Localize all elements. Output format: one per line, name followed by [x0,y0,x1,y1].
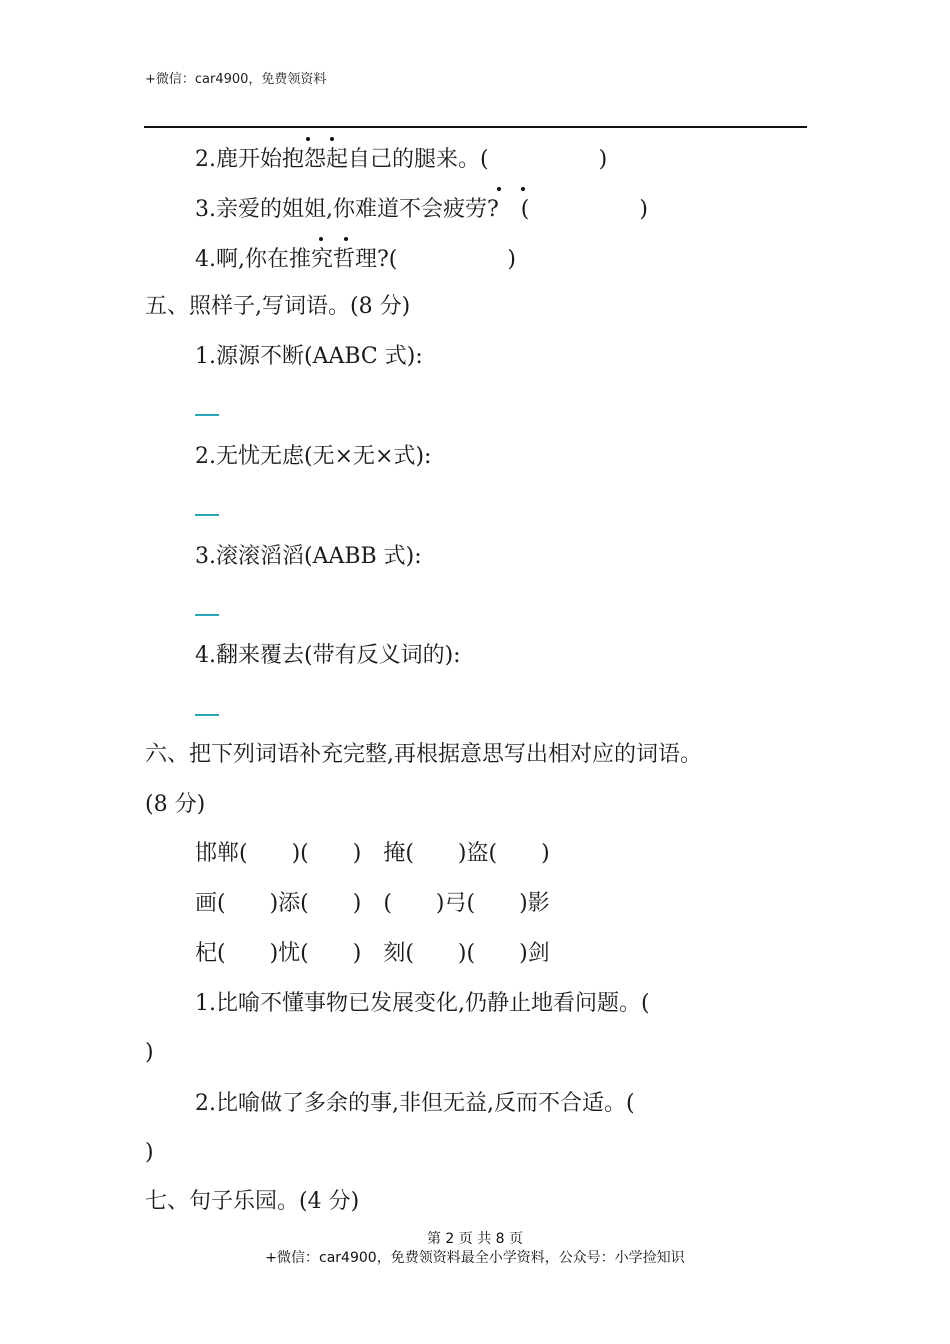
emphasis-dot [306,137,310,141]
question-4-4: 4.啊,你在推究哲理?( ) [195,247,516,272]
question-4-2: 2.鹿开始抱怨起自己的腿来。( ) [195,147,608,172]
section-6-title: 六、把下列词语补充完整,再根据意思写出相对应的词语。 [145,742,702,767]
question-6-1: 1.比喻不懂事物已发展变化,仍静止地看问题。( [195,991,650,1016]
answer-blank [195,614,219,616]
emphasis-dot [497,187,501,191]
question-6-1-close: ) [145,1040,154,1065]
idiom-row-2: 画( )添( ) ( )弓( )影 [195,891,550,916]
question-6-2-close: ) [145,1140,154,1165]
question-5-3: 3.滚滚滔滔(AABB 式): [195,544,422,569]
answer-blank [195,514,219,516]
emphasis-dot [521,187,525,191]
question-5-1: 1.源源不断(AABC 式): [195,344,423,369]
answer-blank [195,414,219,416]
section-7-title: 七、句子乐园。(4 分) [145,1189,360,1214]
emphasis-dot [344,237,348,241]
idiom-row-3: 杞( )忧( ) 刻( )( )剑 [195,941,550,966]
emphasis-dot [319,237,323,241]
section-5-title: 五、照样子,写词语。(8 分) [145,294,411,319]
section-6-score: (8 分) [145,792,206,817]
footer-watermark-note: +微信：car4900，免费领资料最全小学资料，公众号：小学捡知识 [265,1250,685,1266]
question-5-4: 4.翻来覆去(带有反义词的): [195,643,461,668]
header-watermark-note: +微信：car4900，免费领资料 [145,72,327,87]
emphasis-dot [330,137,334,141]
question-5-2: 2.无忧无虑(无×无×式): [195,444,432,469]
question-6-2: 2.比喻做了多余的事,非但无益,反而不合适。( [195,1091,635,1116]
question-4-3: 3.亲爱的姐姐,你难道不会疲劳? ( ) [195,197,648,222]
idiom-row-1: 邯郸( )( ) 掩( )盗( ) [195,841,550,866]
answer-blank [195,714,219,716]
page-number: 第 2 页 共 8 页 [426,1231,524,1247]
header-divider [144,126,807,128]
